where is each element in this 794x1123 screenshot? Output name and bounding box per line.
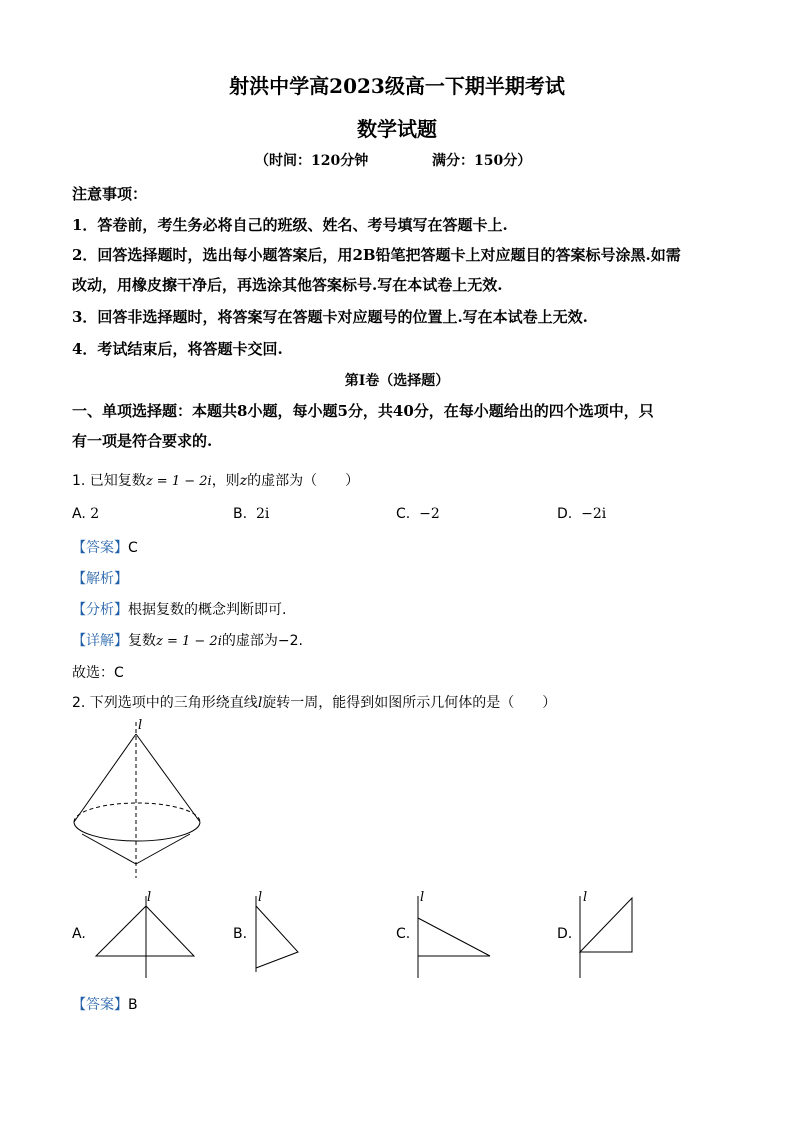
q1-stem-prefix: 1. 已知复数 (72, 473, 146, 489)
q1-answer-value: C (128, 540, 138, 556)
triangle (96, 906, 194, 956)
triangle (418, 918, 490, 956)
q1-option-a-value: 2 (90, 506, 100, 522)
double-cone-figure (60, 718, 220, 878)
q1-formula: z = 1 − 2i (145, 474, 212, 489)
cone-upper-right-edge (136, 734, 200, 822)
section-title: 第Ⅰ卷（选择题） (344, 373, 450, 389)
q2-option-b-axis-label: l (258, 890, 263, 905)
q1-fenxi-text: 根据复数的概念判断即可. (128, 602, 287, 618)
section-instruction-2: 有一项是符合要求的. (72, 432, 213, 450)
q2-option-a-axis-label: l (147, 890, 152, 905)
exam-title: 射洪中学高2023级高一下期半期考试 (229, 74, 565, 98)
cone-upper-left-edge (74, 734, 136, 822)
q1-xiangjie-tag: 【详解】 (72, 633, 128, 649)
cone-lower-right-edge (136, 834, 190, 864)
q1-option-c-value: −2 (419, 506, 440, 522)
q2-option-d-axis-label: l (583, 890, 588, 905)
q2-option-a-label[interactable]: A. (72, 926, 86, 942)
q2-stem-var: l (257, 695, 263, 711)
q1-option-d-label: D. (557, 506, 573, 522)
notice-item-1: 1．答卷前，考生务必将自己的班级、姓名、考号填写在答题卡上. (72, 216, 508, 234)
triangle (256, 906, 298, 968)
q1-analysis (72, 568, 128, 588)
notice-item-4: 4．考试结束后，将答题卡交回. (72, 340, 283, 358)
notice-item-3: 3．回答非选择题时，将答案写在答题卡对应题号的位置上.写在本试卷上无效. (72, 308, 588, 326)
triangle (580, 898, 632, 952)
q1-stem-suffix: 的虚部为（ ） (247, 473, 360, 489)
q1-xiangjie-formula: z = 1 − 2i (156, 634, 222, 649)
q2-option-c-figure[interactable] (414, 890, 504, 980)
cone-lower-left-edge (82, 834, 136, 864)
q1-option-d-value: −2i (581, 506, 607, 522)
q2-answer-value: B (128, 997, 138, 1013)
q2-option-b-label[interactable]: B. (233, 926, 248, 942)
q1-option-c-label: C. (396, 506, 411, 522)
section-instruction-1: 一、单项选择题：本题共8小题，每小题5分，共40分，在每小题给出的四个选项中，只 (72, 402, 654, 420)
cone-base-back-arc (74, 803, 200, 822)
q2-answer-tag: 【答案】 (72, 997, 128, 1013)
figure-axis-label: l (138, 718, 143, 733)
q2-stem-prefix: 2. 下列选项中的三角形绕直线 (72, 695, 258, 711)
q2-option-d-label[interactable]: D. (557, 926, 573, 942)
q1-stem (72, 470, 359, 490)
subject-title: 数学试题 (357, 117, 437, 141)
q1-option-b-value: 2i (255, 506, 270, 522)
notice-item-2: 2．回答选择题时，选出每小题答案后，用2B铅笔把答题卡上对应题目的答案标号涂黑.如需 (72, 246, 681, 264)
q1-conclusion: 故选：C (72, 665, 124, 681)
cone-base-front-arc (74, 822, 200, 841)
q2-option-a-figure[interactable] (90, 890, 200, 980)
q2-stem (72, 692, 556, 712)
q1-fenxi-tag: 【分析】 (72, 602, 128, 618)
q1-fenxi (72, 599, 286, 619)
q1-option-d[interactable] (557, 506, 606, 522)
q2-option-c-label[interactable]: C. (396, 926, 411, 942)
notice-heading: 注意事项： (72, 185, 148, 203)
q1-xiangjie (72, 630, 303, 650)
score-info: 满分：150分） (432, 153, 532, 169)
q1-stem-mid: ，则 (211, 473, 240, 489)
time-info: （时间：120分钟 (255, 153, 369, 169)
notice-item-2-cont: 改动，用橡皮擦干净后，再选涂其他答案标号.写在本试卷上无效. (72, 276, 503, 294)
q1-xiangjie-pre: 复数 (128, 633, 156, 649)
q1-var: z (239, 473, 248, 489)
q2-stem-suffix: 旋转一周，能得到如图所示几何体的是（ ） (262, 695, 557, 711)
q1-answer (72, 537, 138, 557)
q2-answer (72, 994, 138, 1014)
q1-option-a-label: A. (72, 506, 86, 522)
q1-option-b[interactable] (233, 506, 269, 522)
q1-option-b-label: B. (233, 506, 248, 522)
q1-xiangjie-post: 的虚部为−2. (221, 633, 303, 649)
q1-option-a[interactable] (72, 506, 99, 522)
q2-option-c-axis-label: l (420, 890, 425, 905)
q1-analysis-tag: 【解析】 (72, 571, 128, 587)
q1-option-c[interactable] (396, 506, 440, 522)
q1-answer-tag: 【答案】 (72, 540, 128, 556)
